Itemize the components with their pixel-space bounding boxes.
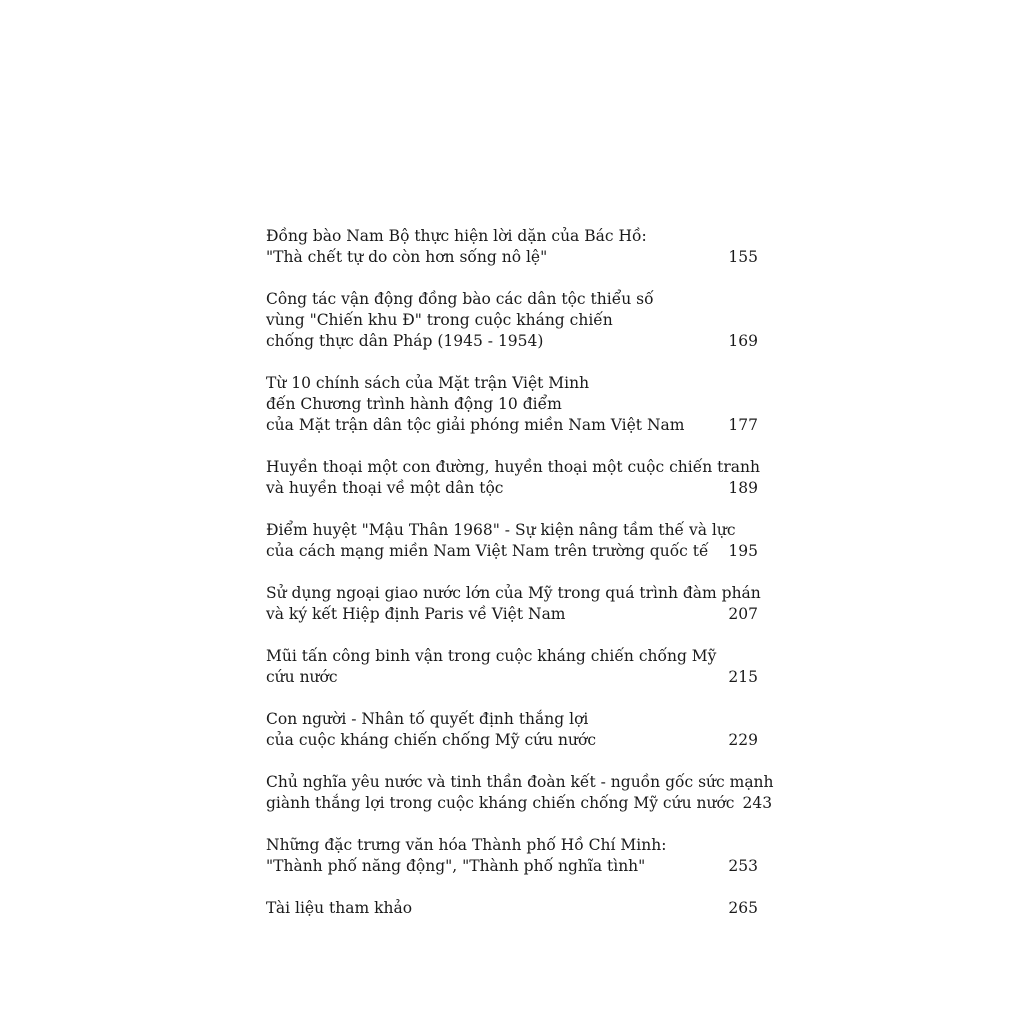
toc-entry-line	[266, 478, 758, 499]
toc-entry-title-line: vùng "Chiến khu Đ" trong cuộc kháng chiến	[266, 311, 613, 329]
toc-entry	[266, 226, 758, 268]
toc-entry	[266, 373, 758, 436]
toc-entry-title-line: Chủ nghĩa yêu nước và tinh thần đoàn kết - nguồn gốc sức mạnh	[266, 773, 774, 791]
toc-entry-line	[266, 730, 758, 751]
toc-entry	[266, 835, 758, 877]
toc-entry-line	[266, 772, 774, 793]
toc-entry	[266, 289, 758, 352]
toc-entry-title-line: cứu nước	[266, 668, 338, 686]
toc-entry-title-line: Điểm huyệt "Mậu Thân 1968" - Sự kiện nâng tầm thế và lực	[266, 521, 736, 539]
toc-entry-title-line: của Mặt trận dân tộc giải phóng miền Nam Việt Nam	[266, 416, 685, 434]
toc-entry-page-number: 155	[728, 248, 758, 266]
toc-entry-title-line: đến Chương trình hành động 10 điểm	[266, 395, 562, 413]
toc-entry-title-line: Đồng bào Nam Bộ thực hiện lời dặn của Bác Hồ:	[266, 227, 647, 245]
toc-entry-line	[266, 898, 758, 919]
toc-entry	[266, 898, 758, 919]
toc-entry-line	[266, 541, 758, 562]
toc-entry-page-number: 265	[728, 899, 758, 917]
toc-entry-page-number: 215	[728, 668, 758, 686]
toc-entry-line	[266, 394, 758, 415]
toc-entry-line	[266, 457, 761, 478]
toc-entry-title-line: của cuộc kháng chiến chống Mỹ cứu nước	[266, 731, 597, 749]
toc-entry-page-number: 169	[728, 332, 758, 350]
toc-entry	[266, 457, 761, 499]
toc-entry-page-number: 195	[728, 542, 758, 560]
toc-entry-line	[266, 331, 758, 352]
toc-entry-line	[266, 415, 758, 436]
toc-entry	[266, 520, 758, 562]
toc-entry-page-number: 253	[728, 857, 758, 875]
toc-entry-line	[266, 667, 758, 688]
toc-entry-title-line: Những đặc trưng văn hóa Thành phố Hồ Chí Minh:	[266, 836, 667, 854]
toc-entry-title-line: Công tác vận động đồng bào các dân tộc thiểu số	[266, 290, 654, 308]
toc-entry-title-line: "Thà chết tự do còn hơn sống nô lệ"	[266, 248, 548, 266]
toc-entry-line	[266, 835, 758, 856]
toc-entry-line	[266, 226, 758, 247]
toc-entry-line	[266, 310, 758, 331]
toc-entry-page-number: 229	[728, 731, 758, 749]
toc-entry-line	[266, 793, 773, 814]
toc-entry-line	[266, 856, 758, 877]
toc-entry-line	[266, 709, 758, 730]
toc-entry-line	[266, 583, 761, 604]
toc-entry-title-line: giành thắng lợi trong cuộc kháng chiến chống Mỹ cứu nước	[266, 794, 735, 812]
toc-entry-line	[266, 646, 758, 667]
toc-entry	[266, 709, 758, 751]
toc-entry-line	[266, 247, 758, 268]
toc-entry	[266, 583, 761, 625]
toc-entry-title-line: chống thực dân Pháp (1945 - 1954)	[266, 332, 544, 350]
table-of-contents	[266, 226, 774, 940]
toc-entry-line	[266, 373, 758, 394]
toc-entry-title-line: của cách mạng miền Nam Việt Nam trên trường quốc tế	[266, 542, 709, 560]
toc-entry-page-number: 243	[742, 794, 773, 812]
toc-entry-line	[266, 604, 758, 625]
toc-entry-page-number: 207	[728, 605, 758, 623]
toc-entry-title-line: và ký kết Hiệp định Paris về Việt Nam	[266, 605, 566, 623]
toc-entry-page-number: 177	[728, 416, 758, 434]
toc-entry-title-line: "Thành phố năng động", "Thành phố nghĩa tình"	[266, 857, 646, 875]
toc-entry-title-line: và huyền thoại về một dân tộc	[266, 479, 504, 497]
toc-entry-line	[266, 520, 758, 541]
toc-entry-title-line: Sử dụng ngoại giao nước lớn của Mỹ trong quá trình đàm phán	[266, 584, 761, 602]
toc-entry	[266, 772, 774, 814]
toc-entry-page-number: 189	[728, 479, 758, 497]
toc-entry-title-line: Từ 10 chính sách của Mặt trận Việt Minh	[266, 374, 590, 392]
toc-entry	[266, 646, 758, 688]
toc-entry-title-line: Huyền thoại một con đường, huyền thoại một cuộc chiến tranh	[266, 458, 761, 476]
toc-entry-title-line: Mũi tấn công binh vận trong cuộc kháng chiến chống Mỹ	[266, 647, 717, 665]
toc-entry-line	[266, 289, 758, 310]
toc-entry-title-line: Tài liệu tham khảo	[266, 899, 413, 917]
toc-entry-title-line: Con người - Nhân tố quyết định thắng lợi	[266, 710, 589, 728]
